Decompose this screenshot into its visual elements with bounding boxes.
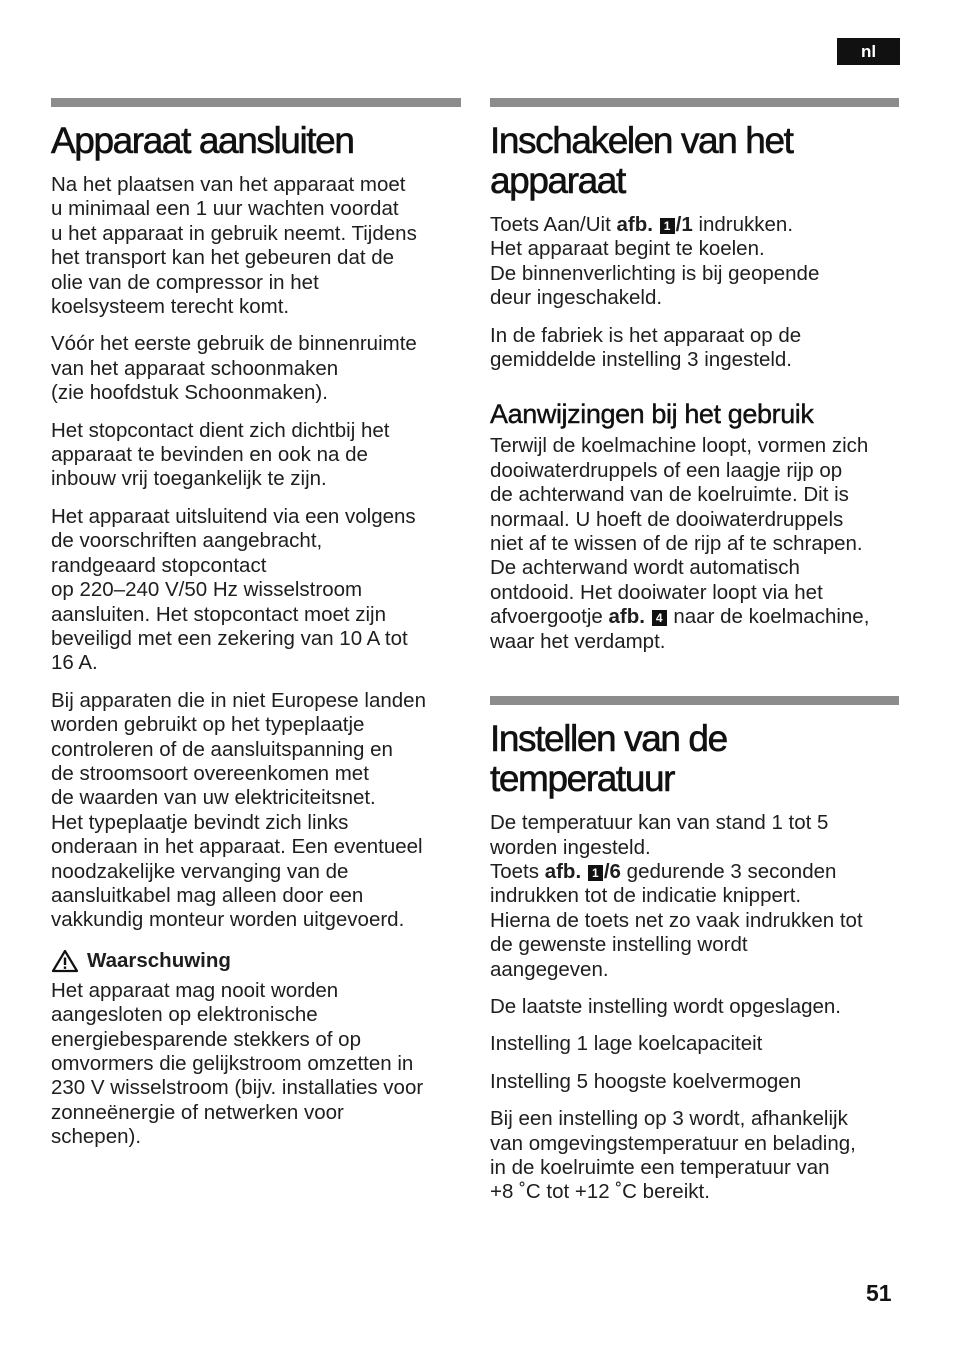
figure-ref-item: /6: [603, 859, 621, 883]
paragraph: Vóór het eerste gebruik de binnenruimte van het apparaat schoonmaken (zie hoofdstuk Schoonmaken).: [51, 332, 417, 405]
text: Terwijl de koelmachine loopt, vormen zich dooiwaterdruppels of een laagje rijp op de achterwand van de koelruimte. Dit is normaal. U hoeft de dooiwaterdruppels niet af te wissen of de rijp af te schrapen. De achterwand wordt automatisch ontdooid. Het dooiwater loopt via het afvoergootje: [490, 434, 869, 629]
paragraph-instellen: [490, 811, 899, 982]
paragraph-inschakelen: [490, 213, 899, 311]
paragraph: Bij een instelling op 3 wordt, afhankelijk van omgevingstemperatuur en belading, in de koelruimte een temperatuur van +8 ˚C tot +12 ˚C bereikt.: [490, 1107, 856, 1204]
language-badge: nl: [837, 38, 900, 65]
section-title-inschakelen: Inschakelen van het apparaat: [490, 120, 793, 201]
text: naar de koelmachine, waar het verdampt.: [490, 605, 870, 653]
paragraph: Bij apparaten die in niet Europese landen worden gebruikt op het typeplaatje controleren of de aansluitspanning en de stroomsoort overeenkomen met de waarden van uw elektriciteitsnet. Het typeplaatje bevindt zich links onderaan in het apparaat. Een eventueel noodzakelijke vervanging van de aansluitkabel mag alleen door een vakkundig monteur worden uitgevoerd.: [51, 688, 426, 932]
paragraph: Het stopcontact dient zich dichtbij het apparaat te bevinden en ook na de inbouw vrij toegankelijk te zijn.: [51, 418, 390, 491]
text: Toets Aan/Uit: [490, 213, 617, 236]
page-number: 51: [866, 1280, 892, 1306]
text: indrukken. Het apparaat begint te koelen. De binnenverlichting is bij geopende deur ingeschakeld.: [490, 213, 820, 310]
figure-ref-item: /1: [675, 213, 693, 236]
figure-number-chip: 4: [652, 610, 667, 626]
warning-text: Het apparaat mag nooit worden aangesloten op elektronische energiebesparende stekkers of op omvormers die gelijkstroom omzetten in 230 V wisselstroom (bijv. installaties voor zonneënergie of netwerken voor schepen).: [51, 978, 424, 1149]
section-title-apparaat-aansluiten: Apparaat aansluiten: [51, 120, 354, 161]
warning-heading: [51, 949, 461, 973]
figure-number-chip: 1: [660, 218, 675, 234]
figure-ref-label: afb.: [608, 605, 645, 629]
section-title-instellen: Instellen van de temperatuur: [490, 718, 727, 800]
warning-triangle-icon: [51, 949, 79, 973]
text: gedurende 3 seconden indrukken tot de indicatie knippert. Hierna de toets net zo vaak indrukken tot de gewenste instelling wordt aangegeven.: [490, 859, 863, 981]
section-rule: [490, 696, 899, 705]
section-rule: [51, 98, 461, 107]
paragraph-aanwijzingen: [490, 434, 899, 654]
paragraph: De laatste instelling wordt opgeslagen.: [490, 994, 841, 1018]
subsection-title-aanwijzingen: Aanwijzingen bij het gebruik: [490, 399, 814, 430]
left-column: [51, 98, 461, 1163]
paragraph: Het apparaat uitsluitend via een volgens de voorschriften aangebracht, randgeaard stopcontact op 220–240 V/50 Hz wisselstroom aansluiten. Het stopcontact moet zijn beveiligd met een zekering van 10 A tot 16 A.: [51, 504, 416, 675]
figure-ref-label: afb.: [616, 213, 653, 236]
right-column: [490, 98, 899, 1218]
paragraph: In de fabriek is het apparaat op de gemiddelde instelling 3 ingesteld.: [490, 323, 802, 372]
figure-number-chip: 1: [588, 865, 603, 881]
paragraph: Na het plaatsen van het apparaat moet u minimaal een 1 uur wachten voordat u het apparaat in gebruik neemt. Tijdens het transport kan het gebeuren dat de olie van de compressor in het koelsysteem terecht komt.: [51, 173, 417, 319]
paragraph: Instelling 1 lage koelcapaciteit: [490, 1032, 763, 1056]
section-rule: [490, 98, 899, 107]
paragraph: Instelling 5 hoogste koelvermogen: [490, 1069, 802, 1093]
text: De temperatuur kan van stand 1 tot 5 worden ingesteld. Toets: [490, 811, 829, 883]
warning-title: Waarschuwing: [87, 948, 231, 972]
figure-ref-label: afb.: [544, 859, 582, 883]
